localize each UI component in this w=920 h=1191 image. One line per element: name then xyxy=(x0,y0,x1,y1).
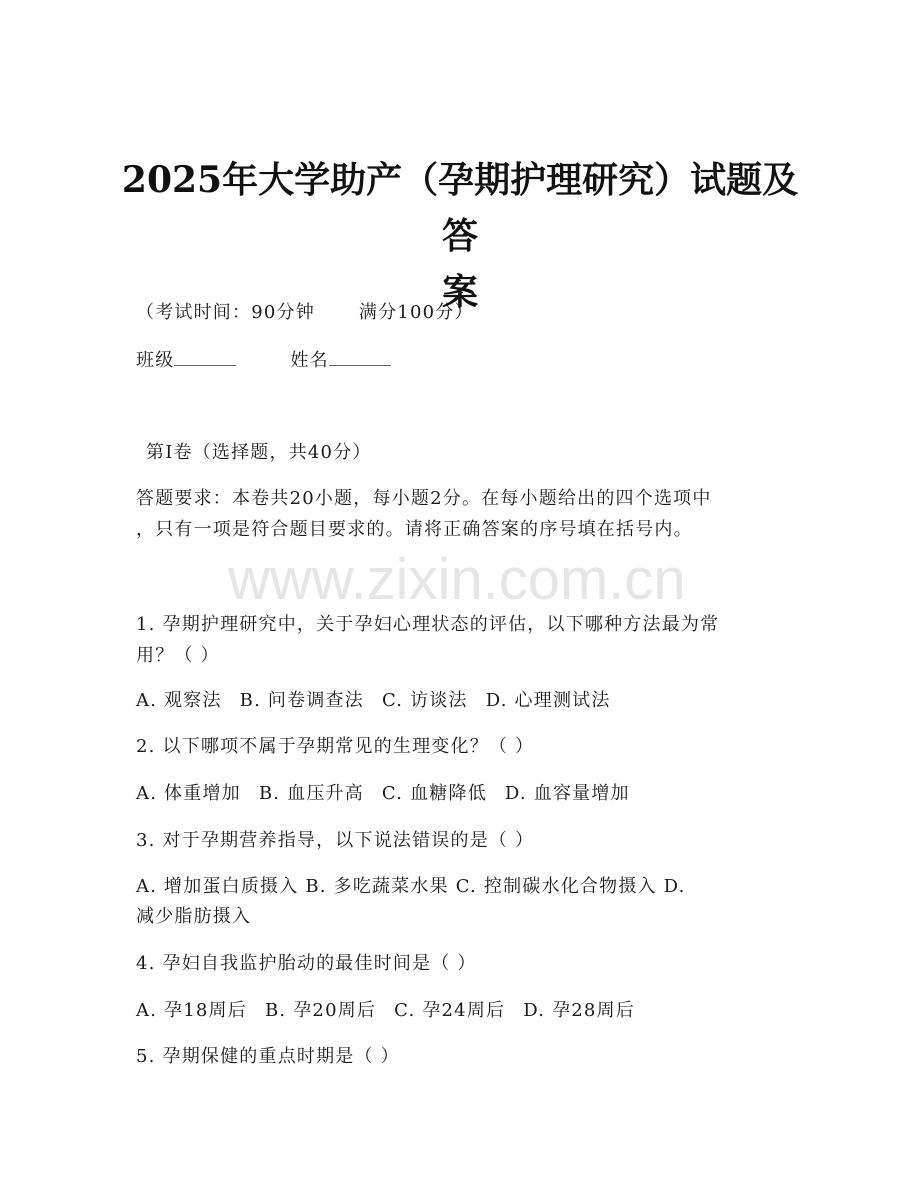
name-label: 姓名 xyxy=(290,350,329,371)
option-d: D. 心理测试法 xyxy=(485,690,611,711)
question-1-stem-line-1: 1. 孕期护理研究中，关于孕妇心理状态的评估，以下哪种方法最为常 xyxy=(136,614,720,635)
document-title xyxy=(120,152,800,320)
exam-score: 满分100分） xyxy=(358,302,474,323)
class-label: 班级 xyxy=(136,350,175,371)
name-blank[interactable] xyxy=(329,347,391,366)
question-4-options xyxy=(136,996,653,1026)
question-2-options xyxy=(136,779,648,809)
exam-time: （考试时间：90分钟 xyxy=(136,302,315,323)
question-3-options-line-1: A. 增加蛋白质摄入 B. 多吃蔬菜水果 C. 控制碳水化合物摄入 D. xyxy=(136,876,686,897)
question-5-stem: 5. 孕期保健的重点时期是（ ） xyxy=(136,1046,400,1067)
option-b: B. 血压升高 xyxy=(258,783,364,804)
option-c: C. 血糖降低 xyxy=(381,783,487,804)
class-blank[interactable] xyxy=(174,347,236,366)
option-a: A. 观察法 xyxy=(136,690,222,711)
exam-info xyxy=(136,298,474,328)
instructions-line-1: 答题要求：本卷共20小题，每小题2分。在每小题给出的四个选项中 xyxy=(136,488,712,509)
question-3-options-line-2: 减少脂肪摄入 xyxy=(136,906,252,927)
option-a: A. 孕18周后 xyxy=(136,1000,247,1021)
watermark: www.zixin.com.cn xyxy=(228,547,686,612)
question-2-stem: 2. 以下哪项不属于孕期常见的生理变化？（ ） xyxy=(136,736,535,757)
option-b: B. 问卷调查法 xyxy=(239,690,364,711)
option-b: B. 孕20周后 xyxy=(264,1000,377,1021)
option-d: D. 血容量增加 xyxy=(504,783,630,804)
title-line-1: 2025年大学助产（孕期护理研究）试题及答 xyxy=(121,159,799,257)
option-d: D. 孕28周后 xyxy=(523,1000,635,1021)
title-line-2: 案 xyxy=(441,271,478,313)
student-fields xyxy=(136,346,391,376)
option-c: C. 孕24周后 xyxy=(394,1000,506,1021)
question-4-stem: 4. 孕妇自我监护胎动的最佳时间是（ ） xyxy=(136,953,477,974)
question-3-stem: 3. 对于孕期营养指导，以下说法错误的是（ ） xyxy=(136,830,535,851)
instructions-line-2: ，只有一项是符合题目要求的。请将正确答案的序号填在括号内。 xyxy=(136,519,693,540)
question-1-options xyxy=(136,686,629,716)
option-c: C. 访谈法 xyxy=(381,690,468,711)
option-a: A. 体重增加 xyxy=(136,783,241,804)
question-1-stem-line-2: 用？（ ） xyxy=(136,645,220,666)
section-heading: 第Ⅰ卷（选择题，共40分） xyxy=(146,442,372,463)
